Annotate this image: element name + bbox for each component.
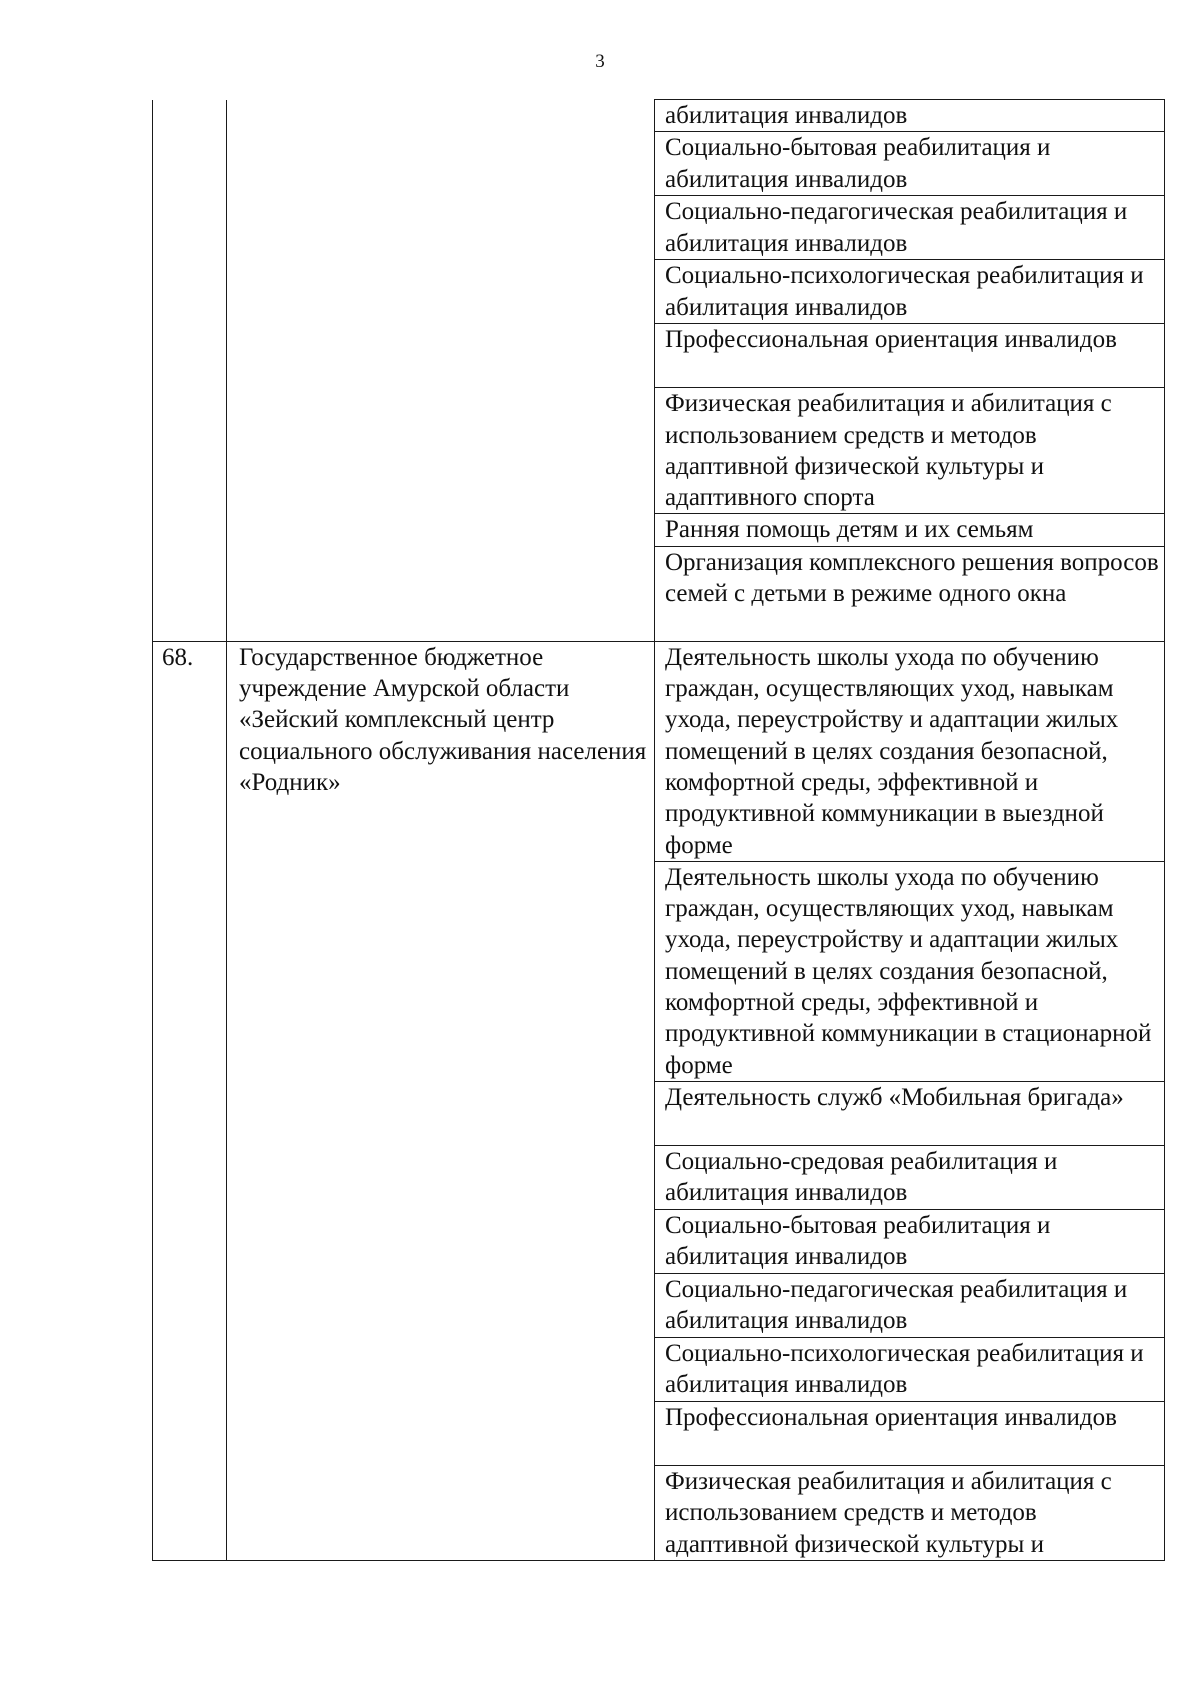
service-cell: Социально-бытовая реабилитация и абилитация инвалидов xyxy=(655,1209,1165,1273)
service-cell: Деятельность школы ухода по обучению граждан, осуществляющих уход, навыкам ухода, переустройству и адаптации жилых помещений в целях создания безопасной, комфортной среды, эффективной и продуктивной коммуникации в стационарной форме xyxy=(655,861,1165,1081)
entry-number: 68. xyxy=(153,641,227,1560)
services-table xyxy=(152,99,1165,1561)
service-cell: Деятельность служб «Мобильная бригада» xyxy=(655,1081,1165,1145)
service-cell: Деятельность школы ухода по обучению граждан, осуществляющих уход, навыкам ухода, переустройству и адаптации жилых помещений в целях создания безопасной, комфортной среды, эффективной и продуктивной коммуникации в выездной форме xyxy=(655,641,1165,861)
service-cell: Профессиональная ориентация инвалидов xyxy=(655,324,1165,388)
service-cell: Социально-педагогическая реабилитация и абилитация инвалидов xyxy=(655,196,1165,260)
table-row xyxy=(153,100,1165,132)
organization-cell-empty xyxy=(227,100,655,642)
number-cell-empty xyxy=(153,100,227,642)
page-number: 3 xyxy=(595,51,605,72)
service-cell: Социально-психологическая реабилитация и абилитация инвалидов xyxy=(655,1337,1165,1401)
service-cell: Организация комплексного решения вопросов семей с детьми в режиме одного окна xyxy=(655,546,1165,641)
table-row xyxy=(153,641,1165,861)
service-cell: Социально-педагогическая реабилитация и абилитация инвалидов xyxy=(655,1273,1165,1337)
service-cell: Ранняя помощь детям и их семьям xyxy=(655,514,1165,546)
service-cell: Социально-бытовая реабилитация и абилитация инвалидов xyxy=(655,132,1165,196)
organization-name: Государственное бюджетное учреждение Амурской области «Зейский комплексный центр социального обслуживания населения «Родник» xyxy=(227,641,655,1560)
service-cell: Социально-психологическая реабилитация и абилитация инвалидов xyxy=(655,260,1165,324)
service-cell: Социально-средовая реабилитация и абилитация инвалидов xyxy=(655,1145,1165,1209)
service-cell: Физическая реабилитация и абилитация с использованием средств и методов адаптивной физической культуры и xyxy=(655,1465,1165,1560)
service-cell: абилитация инвалидов xyxy=(655,100,1165,132)
service-cell: Профессиональная ориентация инвалидов xyxy=(655,1401,1165,1465)
service-cell: Физическая реабилитация и абилитация с использованием средств и методов адаптивной физической культуры и адаптивного спорта xyxy=(655,388,1165,514)
